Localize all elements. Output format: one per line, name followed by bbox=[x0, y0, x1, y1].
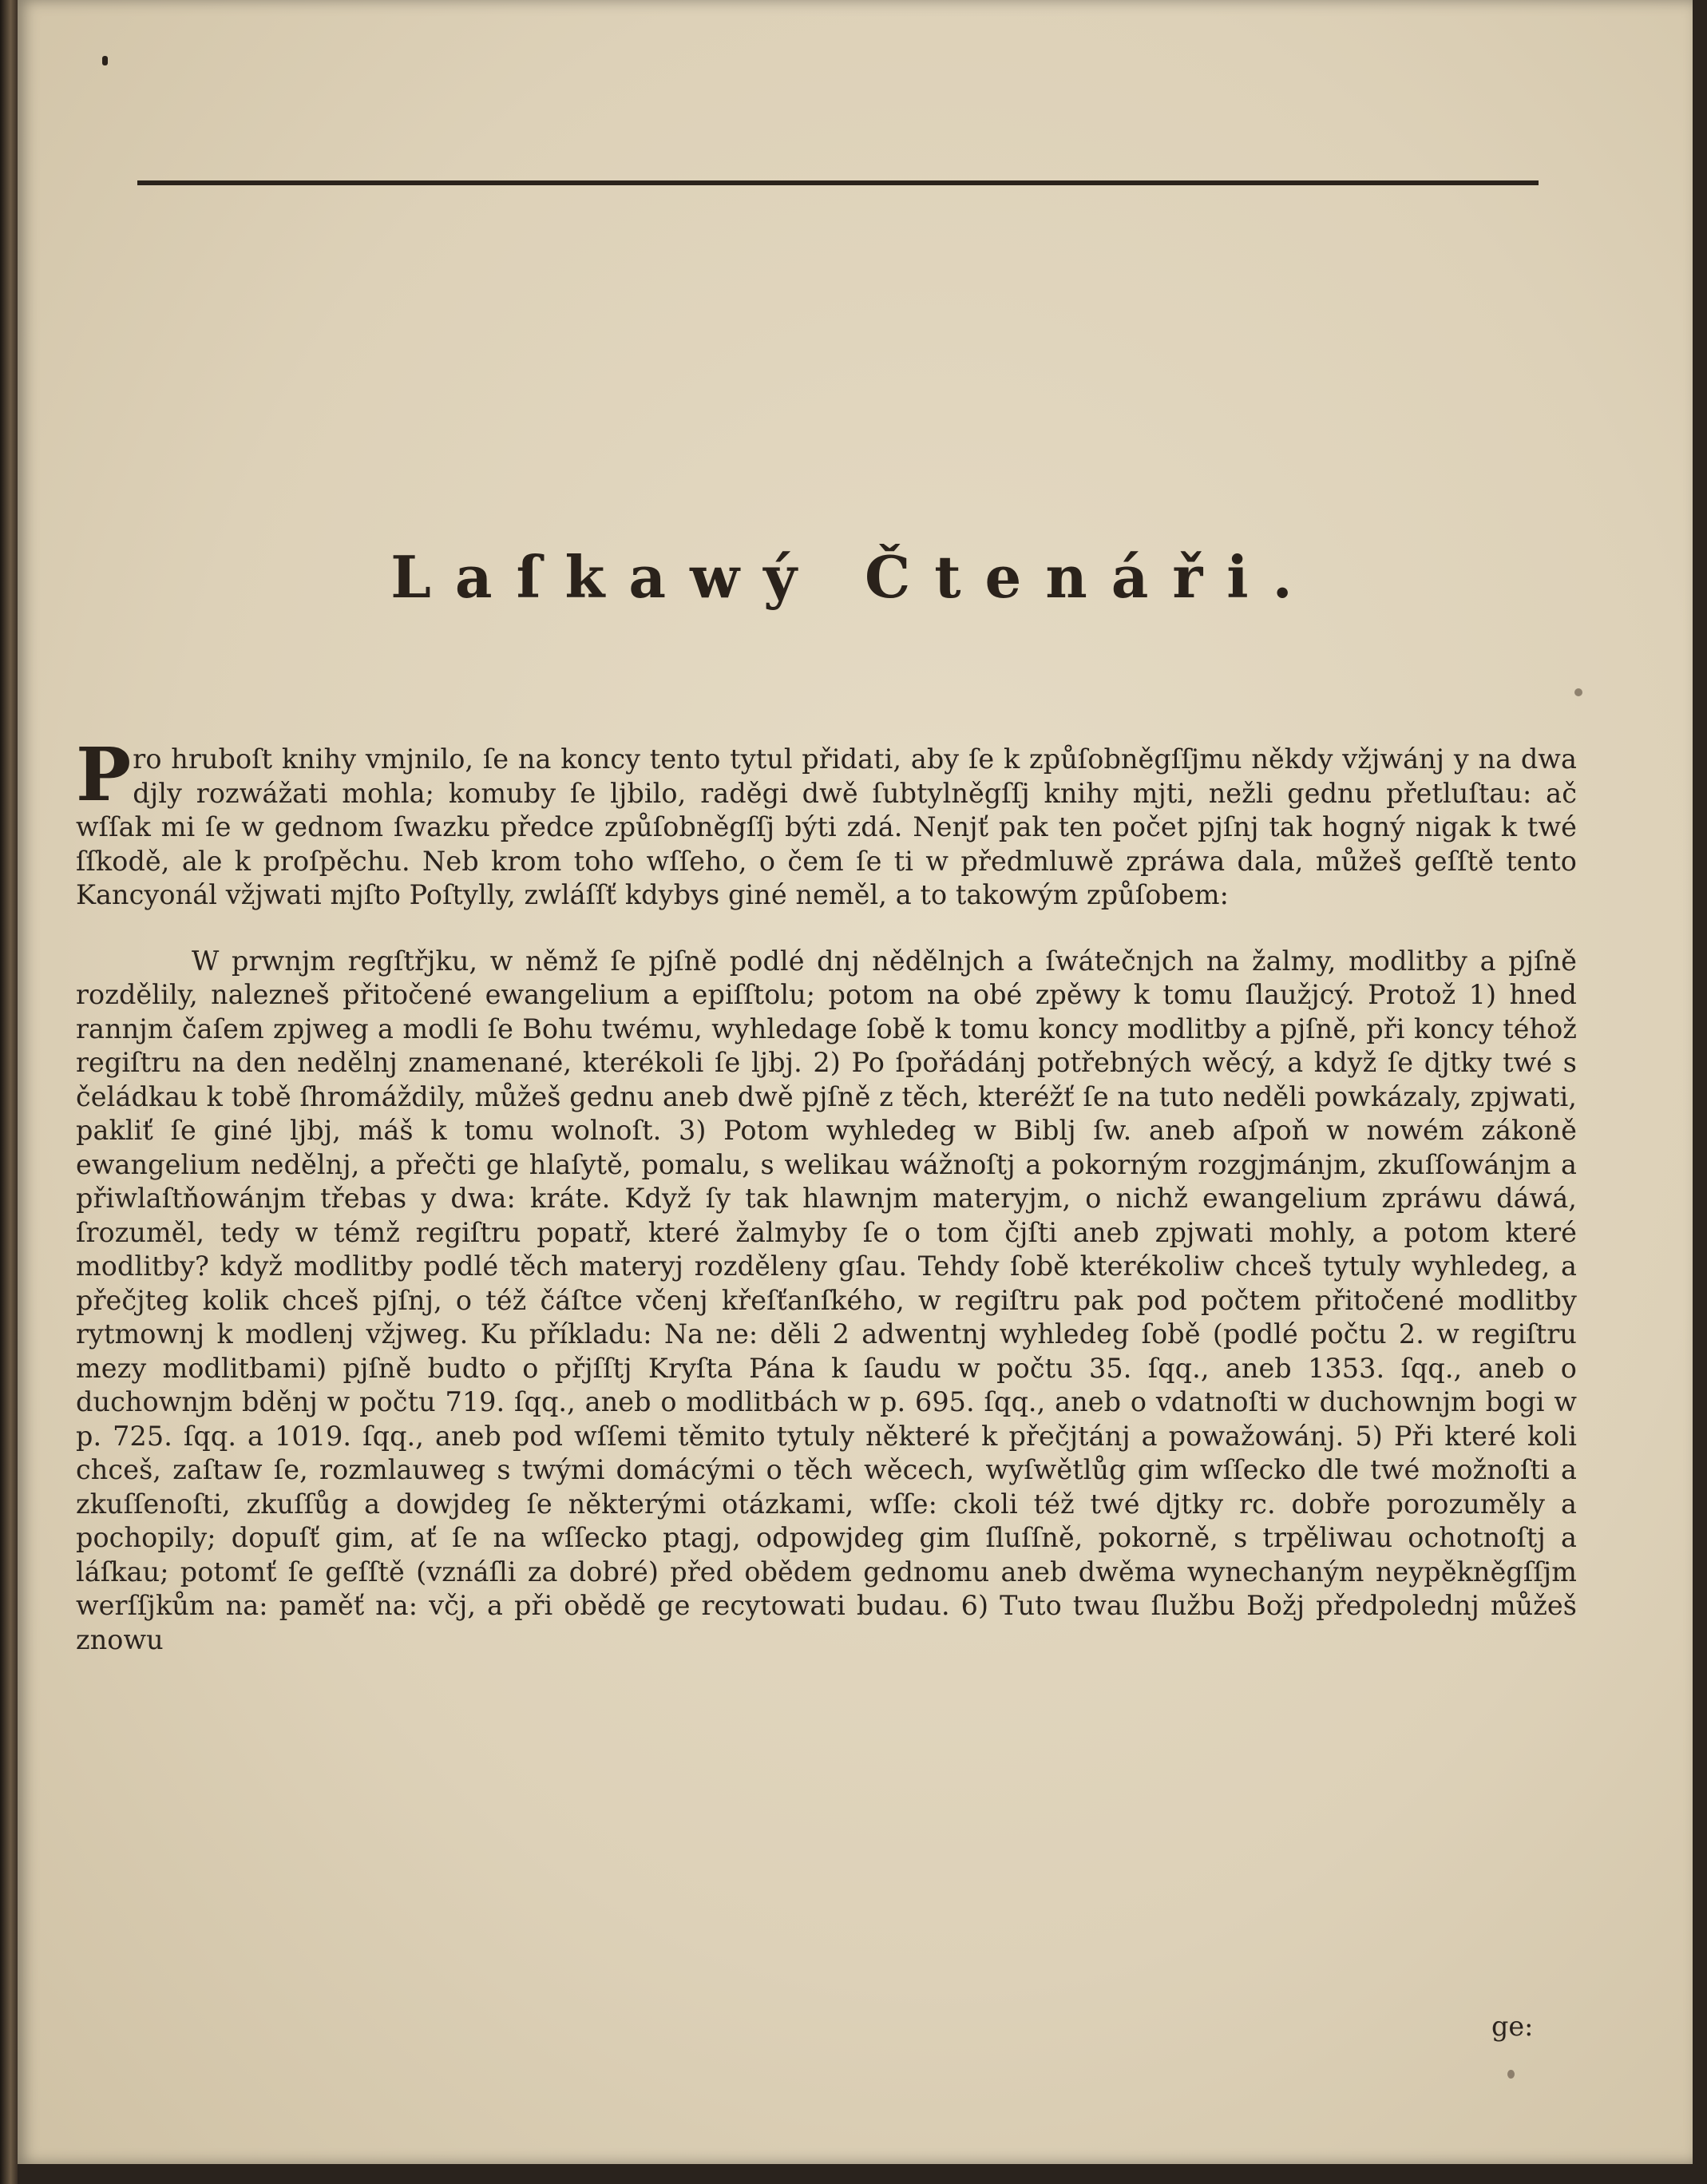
book-spine-edge bbox=[0, 0, 18, 2184]
ink-mark bbox=[102, 56, 108, 65]
drop-cap: P bbox=[76, 731, 132, 818]
paragraph-1 bbox=[76, 731, 1577, 913]
paragraph-2: W prwnjm regſtřjku, w němž ſe pjſně podlé dnj nědělnjch a ſwátečnjch na žalmy, modlitby a pjſně rozdělily, nalezneš přitočené ewangelium a epiſſtolu; potom na obé zpěwy k tomu ſlaužjcý. Protož 1) hned rannjm čaſem zpjweg a modli ſe Bohu twému, wyhledage ſobě k tomu koncy modlitby a pjſně, při koncy téhož regiſtru na den nedělnj znamenané, kterékoli ſe ljbj. 2) Po ſpořádánj potřebných wěcý, a když ſe djtky twé s čeládkau k tobě ſhromáždily, můžeš gednu aneb dwě pjſně z těch, kteréžť ſe na tuto neděli powkázaly, zpjwati, pakliť ſe giné ljbj, máš k tomu wolnoſt. 3) Potom wyhledeg w Biblj ſw. aneb aſpoň w nowém zákoně ewangelium nedělnj, a přečti ge hlaſytě, pomalu, s welikau wážnoſtj a pokorným rozgjmánjm, zkuſſowánjm a přiwlaſtňowánjm třebas y dwa: kráte. Když ſy tak hlawnjm materyjm, o nichž ewangelium zpráwu dáwá, ſrozuměl, tedy w témž regiſtru popatř, které žalmyby ſe o tom čjſti aneb zpjwati mohly, a potom které modlitby? když modlitby podlé těch materyj rozděleny gſau. Tehdy ſobě kterékoliw chceš tytuly wyhledeg, a přečjteg kolik chceš pjſnj, o též čáſtce včenj křeſťanſkého, w regiſtru pak pod počtem přitočené modlitby rytmownj k modlenj vžjweg. Ku příkladu: Na ne: děli 2 adwentnj wyhledeg ſobě (podlé počtu 2. w regiſtru mezy modlitbami) pjſně budto o přjſſtj Kryſta Pána k ſaudu w počtu 35. ſqq., aneb 1353. ſqq., aneb o duchownjm bděnj w počtu 719. ſqq., aneb o modlitbách w p. 695. ſqq., aneb o vdatnoſti w duchownjm bogi w p. 725. ſqq. a 1019. ſqq., aneb pod wſſemi těmito tytuly některé k přečjtánj a powažowánj. 5) Při které koli chceš, zaſtaw ſe, rozmlauweg s twými domácými o těch wěcech, wyſwětlůg gim wſſecko dle twé možnoſti a zkuſſenoſti, zkuſſůg a dowjdeg ſe některými otázkami, wſſe: ckoli též twé djtky rc. dobře porozuměly a pochopily; dopuſť gim, ať ſe na wſſecko ptagj, odpowjdeg gim ſluſſně, pokorně, s trpěliwau ochotnoſtj a láſkau; potomť ſe geſſtě (vznáſli za dobré) před obědem gednomu aneb dwěma wynechaným neypěkněgſſjm werſſjkům na: paměť na: včj, a při obědě ge recytowati budau. 6) Tuto twau ſlužbu Božj předpolednj můžeš znowu bbox=[76, 945, 1577, 1655]
paragraph-1-text: ro hruboſt knihy vmjnilo, ſe na koncy tento tytul přidati, aby ſe k způſobněgſſjmu někdy vžjwánj y na dwa djly rozwážati mohla; komuby ſe ljbilo, raděgi dwě ſubtylněgſſj knihy mjti, nežli gednu přetluſtau: ač wſſak mi ſe w gednom ſwazku předce způſobněgſſj býti zdá. Nenjť pak ten počet pjſnj tak hogný nigak k twé ſſkodě, ale k proſpěchu. Neb krom toho wſſeho, o čem ſe ti w předmluwě zpráwa dala, můžeš geſſtě tento Kancyonál vžjwati mjſto Poſtylly, zwláſſť kdybys giné neměl, a to takowým způſobem: bbox=[76, 743, 1577, 910]
body-text bbox=[76, 731, 1577, 1657]
header-rule bbox=[137, 180, 1539, 185]
catchword: ge: bbox=[1491, 2011, 1534, 2042]
page-heading: Laſkawý Čtenáři. bbox=[390, 543, 1317, 611]
paper-speck bbox=[1574, 688, 1582, 696]
paper-speck bbox=[1507, 2070, 1515, 2079]
